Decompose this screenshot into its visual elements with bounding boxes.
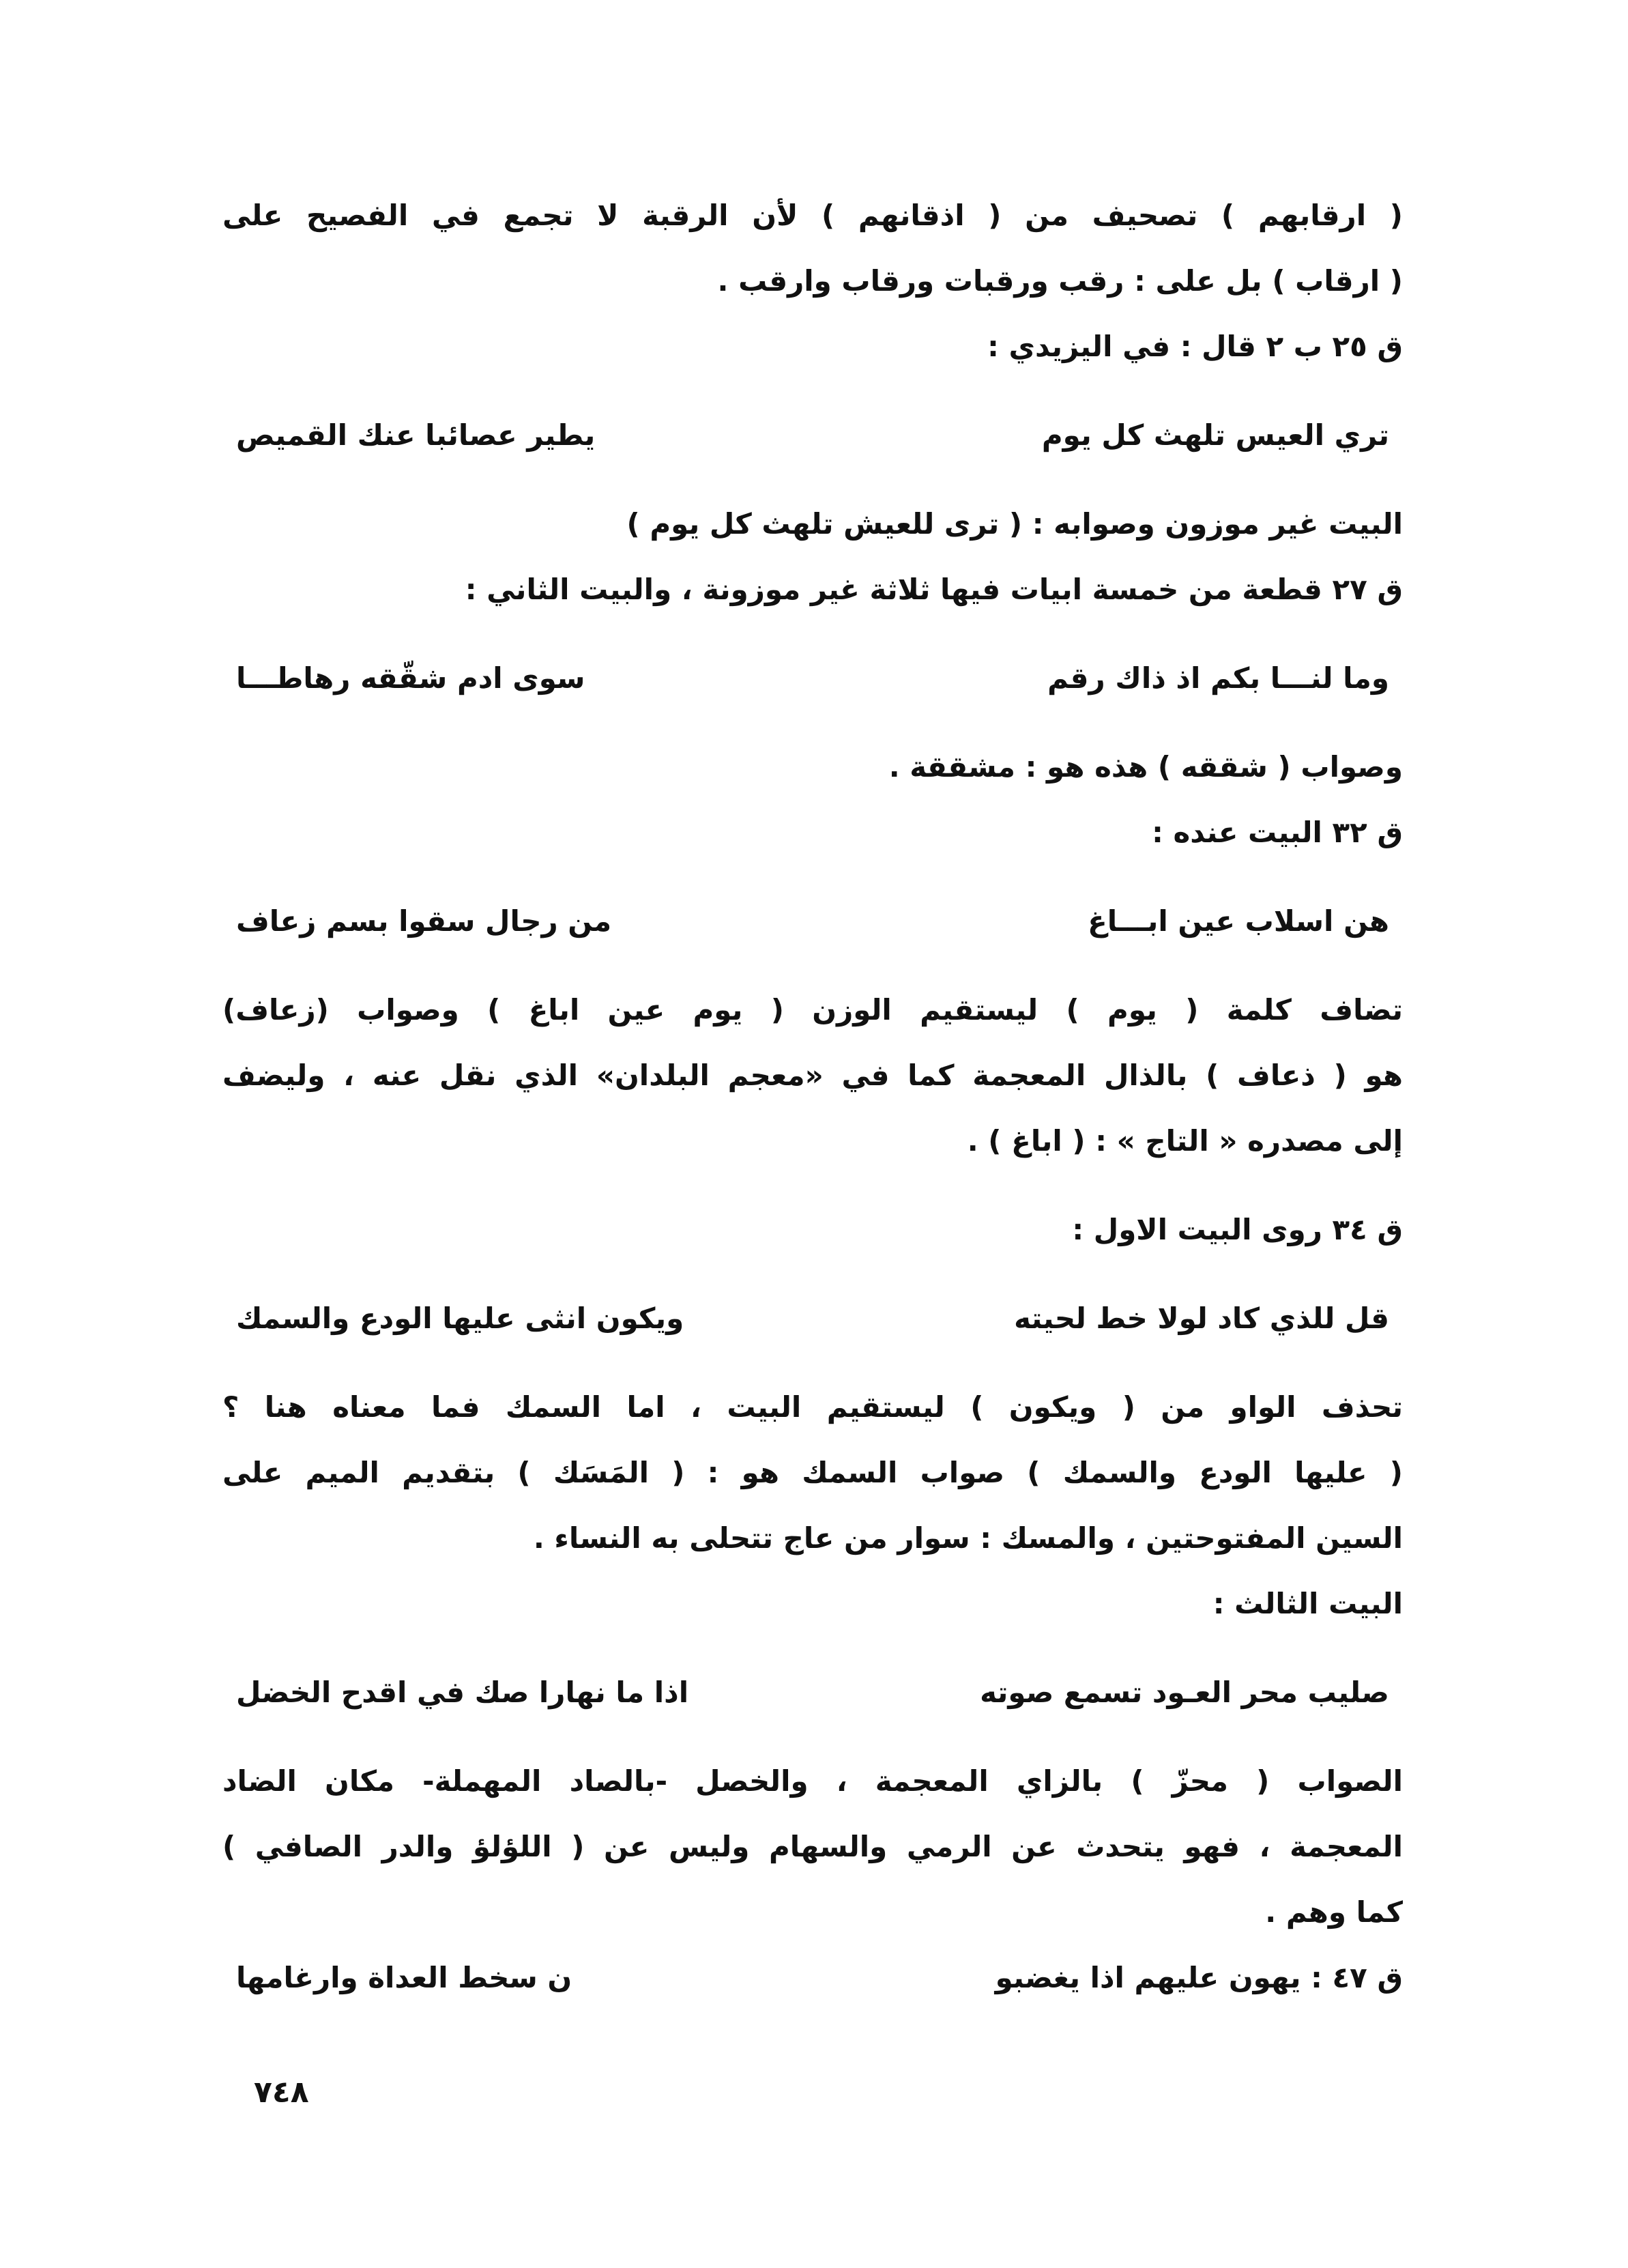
prose-line: كما وهم . <box>1265 1895 1403 1929</box>
prose-line: الصواب ( محزّ ) بالزاي المعجمة ، والخصل -بالصاد المهملة- مكان الضاد <box>222 1764 1403 1798</box>
prose-line: إلى مصدره « التاج » : ( اباغ ) . <box>967 1124 1403 1158</box>
prose-line: المعجمة ، فهو يتحدث عن الرمي والسهام وليس عن ( اللؤلؤ والدر الصافي ) <box>222 1830 1403 1863</box>
prose-line: ق ٢٧ قطعة من خمسة ابيات فيها ثلاثة غير موزونة ، والبيت الثاني : <box>465 573 1403 606</box>
prose-line: البيت الثالث : <box>1212 1587 1403 1620</box>
verse-first-hemistich: ق ٤٧ : يهون عليهم اذا يغضبو <box>995 1961 1403 1994</box>
verse-second-hemistich: ن سخط العداة وارغامها <box>236 1961 572 1994</box>
page-number: ٧٤٨ <box>254 2075 309 2110</box>
verse-first-hemistich: صليب محر العـود تسمع صوته <box>980 1676 1389 1709</box>
verse-line <box>222 1286 1403 1351</box>
verse-line <box>222 1660 1403 1725</box>
verse-line <box>222 403 1403 468</box>
prose-line: البيت غير موزون وصوابه : ( ترى للعيش تلهث كل يوم ) <box>626 507 1403 541</box>
prose-line: ق ٢٥ ب ٢ قال : في اليزيدي : <box>987 330 1403 363</box>
verse-second-hemistich: اذا ما نهارا صك في اقدح الخضل <box>236 1676 689 1709</box>
verse-first-hemistich: قل للذي كاد لولا خط لحيته <box>1014 1302 1389 1335</box>
prose-line: تحذف الواو من ( ويكون ) ليستقيم البيت ، اما السمك فما معناه هنا ؟ <box>222 1390 1403 1424</box>
verse-second-hemistich: سوى ادم شقّقه رهاطـــا <box>236 661 585 695</box>
verse-first-hemistich: تري العيس تلهث كل يوم <box>1041 418 1389 452</box>
verse-first-hemistich: وما لنـــا بكم اذ ذاك رقم <box>1047 661 1389 695</box>
prose-line: ( عليها الودع والسمك ) صواب السمك هو : ( المَسَك ) بتقديم الميم على <box>222 1456 1403 1489</box>
prose-line: تضاف كلمة ( يوم ) ليستقيم الوزن ( يوم عين اباغ ) وصواب (زعاف) <box>222 993 1403 1027</box>
prose-line: ق ٣٤ روى البيت الاول : <box>1072 1213 1403 1246</box>
prose-line: ( ارقابهم ) تصحيف من ( اذقانهم ) لأن الرقبة لا تجمع في الفصيح على <box>222 199 1403 232</box>
verse-second-hemistich: من رجال سقوا بسم زعاف <box>236 904 612 938</box>
verse-second-hemistich: يطير عصائبا عنك القميص <box>236 418 596 452</box>
prose-line: ( ارقاب ) بل على : رقب ورقبات ورقاب وارقب . <box>717 264 1403 298</box>
verse-second-hemistich: ويكون انثى عليها الودع والسمك <box>236 1302 684 1335</box>
verse-line <box>222 1945 1403 2011</box>
page-body-text <box>222 183 1403 2011</box>
prose-line: السين المفتوحتين ، والمسك : سوار من عاج تتحلى به النساء . <box>533 1521 1403 1555</box>
prose-line: وصواب ( شققه ) هذه هو : مشققة . <box>888 750 1403 784</box>
prose-line: ق ٣٢ البيت عنده : <box>1152 816 1403 849</box>
verse-line <box>222 646 1403 711</box>
verse-line <box>222 889 1403 954</box>
verse-first-hemistich: هن اسلاب عين ابـــاغ <box>1088 904 1389 938</box>
prose-line: هو ( ذعاف ) بالذال المعجمة كما في «معجم البلدان» الذي نقل عنه ، وليضف <box>222 1059 1403 1092</box>
